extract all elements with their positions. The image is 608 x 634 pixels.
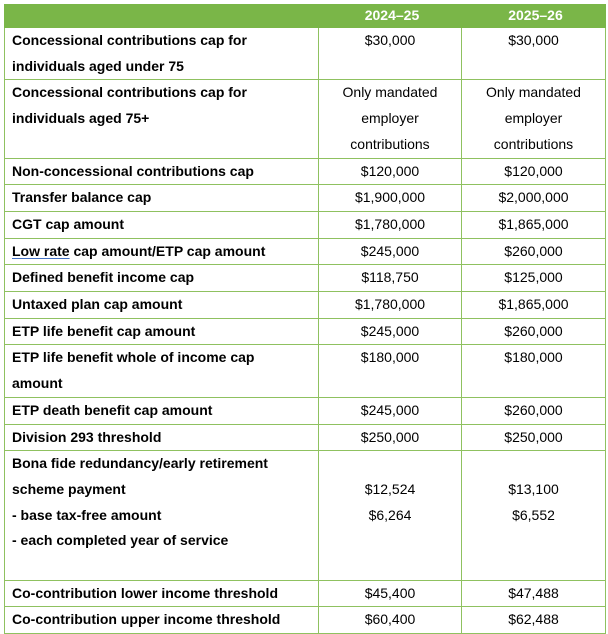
value-2024-25: $30,000 <box>319 28 462 80</box>
value-2025-26: $1,865,000 <box>462 211 606 238</box>
value-2024-25: $245,000 <box>319 397 462 424</box>
value-2025-26: $62,488 <box>462 607 606 634</box>
value-2025-26: $1,865,000 <box>462 292 606 319</box>
row-label: Concessional contributions cap for individuals aged under 75 <box>5 28 319 80</box>
value-2025-26: Only mandated employer contributions <box>462 80 606 158</box>
value-2025-26: $30,000 <box>462 28 606 80</box>
spellcheck-underlined-text: Low rate <box>12 242 70 259</box>
value-2024-25: $180,000 <box>319 345 462 397</box>
value-2025-26: $47,488 <box>462 580 606 607</box>
value-2025-26: $260,000 <box>462 238 606 265</box>
header-year-2024-25: 2024–25 <box>319 5 462 28</box>
table-row <box>5 318 606 345</box>
header-row <box>5 5 606 28</box>
value-2025-26: $260,000 <box>462 397 606 424</box>
row-label: ETP death benefit cap amount <box>5 397 319 424</box>
row-label: Untaxed plan cap amount <box>5 292 319 319</box>
value-2025-26: $125,000 <box>462 265 606 292</box>
value-2025-26: $260,000 <box>462 318 606 345</box>
row-label: Co-contribution upper income threshold <box>5 607 319 634</box>
table-row <box>5 292 606 319</box>
table-row <box>5 580 606 607</box>
row-label: CGT cap amount <box>5 211 319 238</box>
row-label: Concessional contributions cap for individuals aged 75+ <box>5 80 319 158</box>
table-row <box>5 80 606 158</box>
value-2025-26: $2,000,000 <box>462 185 606 212</box>
value-2025-26: $13,100 $6,552 <box>462 451 606 581</box>
header-year-2025-26: 2025–26 <box>462 5 606 28</box>
table-row <box>5 185 606 212</box>
table-row <box>5 424 606 451</box>
value-2024-25: $60,400 <box>319 607 462 634</box>
value-2024-25: $118,750 <box>319 265 462 292</box>
table-row <box>5 451 606 581</box>
row-label: Non-concessional contributions cap <box>5 158 319 185</box>
row-label: Division 293 threshold <box>5 424 319 451</box>
super-caps-table <box>4 4 606 634</box>
table-row <box>5 397 606 424</box>
table-row <box>5 158 606 185</box>
row-label: ETP life benefit cap amount <box>5 318 319 345</box>
value-2024-25: $1,780,000 <box>319 211 462 238</box>
value-2025-26: $120,000 <box>462 158 606 185</box>
value-2024-25: $245,000 <box>319 318 462 345</box>
header-label-cell <box>5 5 319 28</box>
table-row <box>5 238 606 265</box>
row-label: Low rate cap amount/ETP cap amount <box>5 238 319 265</box>
row-label: Transfer balance cap <box>5 185 319 212</box>
value-2024-25: $120,000 <box>319 158 462 185</box>
value-2024-25: $45,400 <box>319 580 462 607</box>
value-2024-25: $12,524 $6,264 <box>319 451 462 581</box>
value-2025-26: $180,000 <box>462 345 606 397</box>
value-2024-25: $1,900,000 <box>319 185 462 212</box>
table-row <box>5 28 606 80</box>
value-2024-25: $1,780,000 <box>319 292 462 319</box>
value-2025-26: $250,000 <box>462 424 606 451</box>
table-row <box>5 211 606 238</box>
value-2024-25: $250,000 <box>319 424 462 451</box>
table-row <box>5 265 606 292</box>
row-label: ETP life benefit whole of income cap amount <box>5 345 319 397</box>
table-row <box>5 345 606 397</box>
value-2024-25: Only mandated employer contributions <box>319 80 462 158</box>
value-2024-25: $245,000 <box>319 238 462 265</box>
row-label: Co-contribution lower income threshold <box>5 580 319 607</box>
table-row <box>5 607 606 634</box>
row-label: Bona fide redundancy/early retirement scheme payment - base tax-free amount - each completed year of service <box>5 451 319 581</box>
row-label: Defined benefit income cap <box>5 265 319 292</box>
